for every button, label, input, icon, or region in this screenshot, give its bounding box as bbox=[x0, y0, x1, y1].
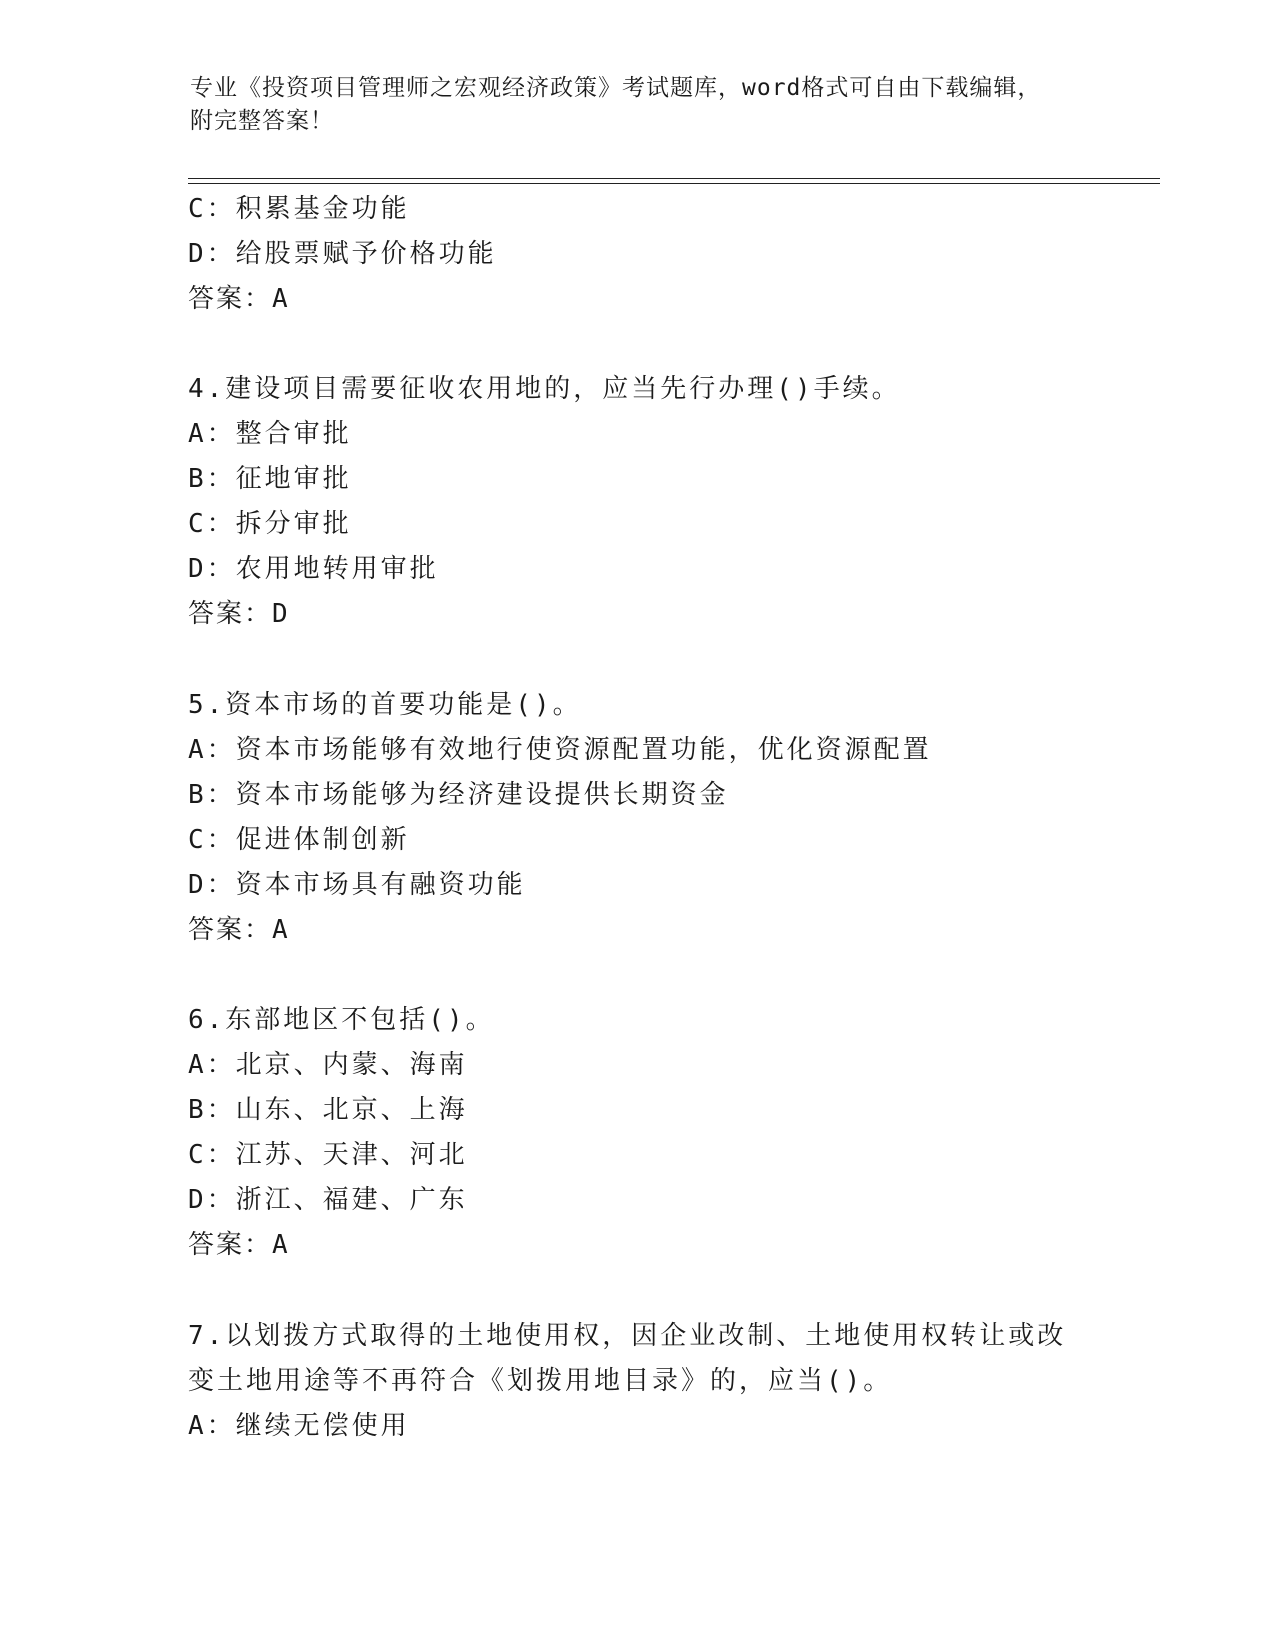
q5-option-b: B：资本市场能够为经济建设提供长期资金 bbox=[188, 780, 729, 810]
answer-label: 答案： bbox=[188, 284, 273, 314]
answer-value: A bbox=[272, 915, 289, 945]
header-divider-top bbox=[188, 178, 1160, 179]
header-divider-bottom bbox=[188, 183, 1160, 184]
q5-stem: 5.资本市场的首要功能是()。 bbox=[188, 690, 582, 720]
q4-stem: 4.建设项目需要征收农用地的，应当先行办理()手续。 bbox=[188, 374, 901, 404]
q4-answer bbox=[188, 597, 289, 631]
header-title-line-1: 专业《投资项目管理师之宏观经济政策》考试题库，word格式可自由下载编辑， bbox=[190, 75, 1042, 101]
q5-answer bbox=[188, 913, 289, 947]
answer-label: 答案： bbox=[188, 599, 273, 629]
answer-label: 答案： bbox=[188, 1230, 273, 1260]
q6-option-d: D：浙江、福建、广东 bbox=[188, 1185, 468, 1215]
answer-value: A bbox=[272, 1230, 289, 1260]
q3-option-c: C：积累基金功能 bbox=[188, 194, 410, 224]
q6-answer bbox=[188, 1228, 289, 1262]
answer-value: D bbox=[272, 599, 289, 629]
q5-option-d: D：资本市场具有融资功能 bbox=[188, 870, 526, 900]
q6-stem: 6.东部地区不包括()。 bbox=[188, 1005, 495, 1035]
q7-option-a: A：继续无偿使用 bbox=[188, 1411, 410, 1441]
q7-stem-line-1: 7.以划拨方式取得的土地使用权，因企业改制、土地使用权转让或改 bbox=[188, 1321, 1067, 1351]
q7-stem-line-2: 变土地用途等不再符合《划拨用地目录》的，应当()。 bbox=[188, 1366, 893, 1396]
q4-option-d: D：农用地转用审批 bbox=[188, 554, 439, 584]
q3-answer bbox=[188, 282, 289, 316]
q6-option-c: C：江苏、天津、河北 bbox=[188, 1140, 468, 1170]
header-title-line-2: 附完整答案！ bbox=[190, 108, 334, 134]
q4-option-c: C：拆分审批 bbox=[188, 509, 352, 539]
q4-option-a: A：整合审批 bbox=[188, 419, 352, 449]
q6-option-b: B：山东、北京、上海 bbox=[188, 1095, 468, 1125]
q6-option-a: A：北京、内蒙、海南 bbox=[188, 1050, 468, 1080]
q5-option-a: A：资本市场能够有效地行使资源配置功能，优化资源配置 bbox=[188, 735, 932, 765]
answer-value: A bbox=[272, 284, 289, 314]
document-header bbox=[190, 72, 1090, 138]
q5-option-c: C：促进体制创新 bbox=[188, 825, 410, 855]
q4-option-b: B：征地审批 bbox=[188, 464, 352, 494]
q3-option-d: D：给股票赋予价格功能 bbox=[188, 239, 497, 269]
answer-label: 答案： bbox=[188, 915, 273, 945]
